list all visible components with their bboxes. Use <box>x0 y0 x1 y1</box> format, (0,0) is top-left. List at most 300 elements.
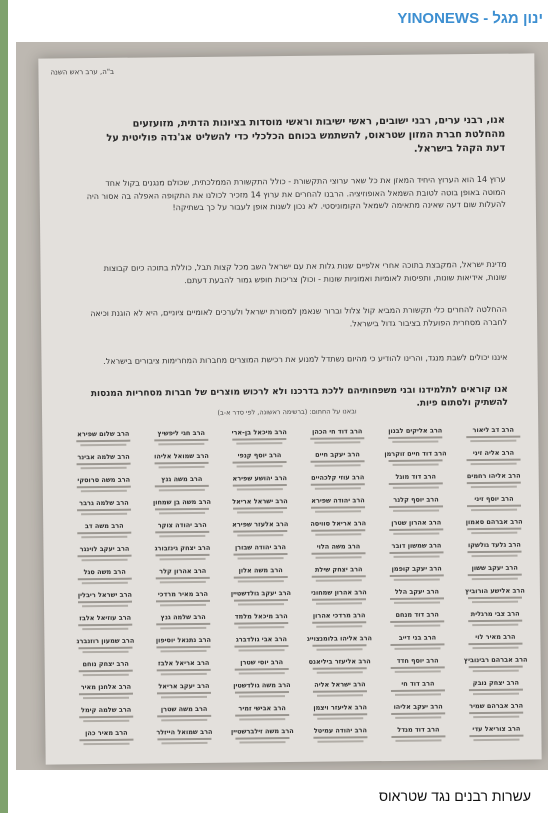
signature-entry <box>384 564 450 581</box>
signature-title-line <box>155 485 209 488</box>
letter-paragraph: ערוץ 14 הוא הערוץ היחיד המאזן את כל שאר ערוצי התקשורת - כולל התקשורת הממלכתית, שכולם מנגנים בקול אחד המוטה באופן בוטה לטובת השמאל האופוזיציה. הרבנו להחרים את ערוץ 14 מזכיר לכולנו את התקופה האפלה בה אסור היה להעלות שום דעה שאינה מתאימה לשמאל הקומוניסטי. לא נכון לשנות אופן לעבור על כך בשתיקה! <box>86 174 506 213</box>
signature-title-line <box>77 486 131 489</box>
signature-title-line <box>157 669 211 672</box>
signature-title-line <box>472 624 518 626</box>
signature-name: הרב אלחנן מאיר <box>80 682 132 692</box>
signature-entry <box>463 725 529 742</box>
signature-name: הרב יהודה צוקר <box>157 520 207 530</box>
signature-name: הרב מרדכי אהרון <box>312 611 366 620</box>
signature-entry <box>148 452 214 469</box>
signature-name: הרב יהודה שבורן <box>234 543 287 552</box>
signature-title-line <box>469 666 523 669</box>
signature-name: הרב אליעזר ביליאנס <box>308 657 371 666</box>
signature-entry <box>150 636 216 653</box>
signature-title-line <box>82 582 128 584</box>
signature-name: הרב גלעד גולשקו <box>467 540 521 550</box>
signature-entry <box>229 727 295 744</box>
signature-title-line <box>79 716 133 719</box>
signature-entry <box>70 453 136 470</box>
newspaper-page <box>38 53 541 764</box>
signature-name: הרב ישראל אליה <box>314 680 366 689</box>
signature-entry <box>226 428 292 445</box>
signature-entry <box>305 542 371 559</box>
signature-title-line <box>394 555 440 557</box>
signature-entry <box>70 430 136 447</box>
signature-title-line <box>315 464 361 466</box>
signature-title-line <box>78 555 132 558</box>
signature-entry <box>462 564 528 581</box>
signature-entry <box>463 679 529 696</box>
signature-name: הרב אברהם שמיר <box>469 701 524 711</box>
signature-title-line <box>161 719 207 721</box>
signature-title-line <box>389 505 443 508</box>
signature-title-line <box>466 436 520 439</box>
signature-entry <box>71 476 137 493</box>
signature-entry <box>71 522 137 539</box>
signature-title-line <box>469 735 523 738</box>
signature-entry <box>227 497 293 514</box>
signature-entry <box>73 706 139 723</box>
signature-name: הרב מיכאל בן-ארי <box>231 428 287 437</box>
signature-title-line <box>468 643 522 646</box>
signature-name: הרב יעקב הלל <box>394 587 440 596</box>
signature-entry <box>306 634 372 651</box>
signature-title-line <box>159 489 205 491</box>
signature-title-line <box>233 484 287 487</box>
signature-title-line <box>159 535 205 537</box>
signature-title-line <box>235 668 289 671</box>
signature-title-line <box>317 648 363 650</box>
signature-name: הרב שלמה גנץ <box>160 612 206 622</box>
signature-name: הרב אלישע הורוביץ <box>465 586 525 596</box>
signature-name: הרב אהרון שמחוני <box>311 588 367 597</box>
signature-title-line <box>390 574 444 577</box>
signature-name: הרב יעקב אריאל <box>158 681 210 691</box>
signature-title-line <box>314 441 360 443</box>
signature-title-line <box>239 741 285 743</box>
signature-name: הרב משה אלון <box>238 566 283 575</box>
signature-name: הרב בני דייב <box>398 633 437 642</box>
signature-name: הרב שלמה קימל <box>80 705 132 715</box>
signature-title-line <box>312 644 366 647</box>
signature-title-line <box>161 742 207 744</box>
signature-name: הרב משה הלוי <box>316 542 361 551</box>
signature-entry <box>148 429 214 446</box>
signature-name: הרב יעקב חיים <box>315 450 360 459</box>
signature-title-line <box>78 601 132 604</box>
signature-entry <box>460 449 526 466</box>
signature-name: הרב חגי ליפשיץ <box>157 428 205 438</box>
signature-title-line <box>235 714 289 717</box>
signature-name: הרב יצחק גינזבורג <box>154 543 211 553</box>
signature-title-line <box>471 532 517 534</box>
signature-name: הרב יעקב ששון <box>471 563 518 573</box>
signature-title-line <box>238 626 284 628</box>
letter-paragraph: מדינת ישראל, המקבצת בתוכה אחרי אלפיים שנות גלות את עם ישראל השב מכל קצות תבל, כוללת בתוכה כיום קבוצות שונות, אידיאות שונות, ותפיסות לאומיות ואמוניות שונות - וכולן צריכות חופש גמור להבעת דעתם. <box>103 259 507 285</box>
signatories-header: ובאנו על החתום: (ברשימה ראשונה, לפי סדר א-ב) <box>217 407 357 417</box>
signature-name: הרב משה זילברשטיין <box>230 726 294 736</box>
signature-entry <box>306 611 372 628</box>
signature-title-line <box>161 650 207 652</box>
signature-entry <box>150 590 216 607</box>
signature-title-line <box>83 674 129 676</box>
signature-entry <box>151 659 217 676</box>
message-caption: עשרות רבנים נגד שטראוס <box>378 788 531 804</box>
signature-title-line <box>159 512 205 514</box>
signature-title-line <box>239 672 285 674</box>
signature-entry <box>384 587 450 604</box>
signature-name: הרב אלעזר שפירא <box>232 520 289 529</box>
signature-title-line <box>316 556 362 558</box>
signature-title-line <box>471 463 517 465</box>
signature-title-line <box>312 598 366 601</box>
signature-entry <box>72 591 138 608</box>
signature-entry <box>383 472 449 489</box>
signature-title-line <box>390 551 444 554</box>
signature-name: הרב נתנאל יוסיפון <box>155 635 212 645</box>
signature-title-line <box>471 486 517 488</box>
signature-entry <box>384 610 450 627</box>
signature-name: הרב דוד מוגל <box>395 472 437 481</box>
signature-entry <box>149 521 215 538</box>
signature-title-line <box>232 438 286 441</box>
letter-date: ב"ה, ערב ראש השנה <box>50 67 115 77</box>
signature-title-line <box>160 581 206 583</box>
signature-entry <box>73 729 139 746</box>
signature-title-line <box>470 440 516 442</box>
signature-title-line <box>79 693 133 696</box>
signature-title-line <box>311 506 365 509</box>
signature-name: הרב יעקב גולדשטיין <box>230 588 292 598</box>
signature-entry <box>463 702 529 719</box>
signature-title-line <box>235 691 289 694</box>
signature-entry <box>385 656 451 673</box>
signature-entry <box>461 495 527 512</box>
signature-name: הרב אריאל סוויסה <box>310 519 367 528</box>
signature-entry <box>72 637 138 654</box>
signature-entry <box>228 589 294 606</box>
signature-title-line <box>157 715 211 718</box>
signature-name: הרב דוד חיים זוקרמן <box>384 449 447 459</box>
signature-title-line <box>389 482 443 485</box>
signature-name: הרב יהודה עמיטל <box>313 726 367 735</box>
signature-title-line <box>468 597 522 600</box>
signature-title-line <box>238 603 284 605</box>
signature-title-line <box>311 460 365 463</box>
signature-title-line <box>395 693 441 695</box>
signature-name: הרב דב ליאור <box>472 425 514 435</box>
signature-title-line <box>316 579 362 581</box>
signature-title-line <box>473 670 519 672</box>
signature-entry <box>383 541 449 558</box>
signature-title-line <box>155 462 209 465</box>
signature-name: הרב יעקב לוינגר <box>79 544 130 554</box>
signature-entry <box>305 496 371 513</box>
signature-name: הרב עוזיאל אלבז <box>79 613 132 623</box>
signature-entry <box>151 682 217 699</box>
signature-title-line <box>393 463 439 465</box>
signature-title-line <box>311 483 365 486</box>
signature-title-line <box>159 466 205 468</box>
signature-name: הרב משה בן שמחון <box>152 497 212 507</box>
signature-title-line <box>156 623 210 626</box>
signature-title-line <box>238 557 284 559</box>
signature-title-line <box>391 712 445 715</box>
signature-name: הרב משה סגל <box>83 567 126 577</box>
letter-headline: אנו, רבני ערים, רבני ישובים, ראשי ישיבות וראשי מוסדות בציונות הדתית, מזועזעים מהחלטת חברת המזון שטראוס, להשתמש בכוחם הכלכלי כדי להשליט אג'נדה פוליטית על דעת הקהל בישראל. <box>106 114 506 155</box>
signature-title-line <box>393 486 439 488</box>
signature-name: הרב צוריאל עדי <box>472 724 521 734</box>
signature-entry <box>460 426 526 443</box>
signature-title-line <box>81 467 127 469</box>
signature-name: הרב אליעזר ויצמן <box>313 703 367 712</box>
signature-entry <box>71 545 137 562</box>
signature-title-line <box>472 555 518 557</box>
signature-title-line <box>83 720 129 722</box>
signature-title-line <box>469 712 523 715</box>
signature-title-line <box>469 689 523 692</box>
signature-title-line <box>395 670 441 672</box>
signature-entry <box>150 567 216 584</box>
signature-title-line <box>315 533 361 535</box>
signatures-grid <box>56 425 528 738</box>
signature-title-line <box>468 574 522 577</box>
signature-entry <box>151 728 217 745</box>
signature-name: הרב מאיר כהן <box>85 728 128 738</box>
signature-name: הרב יוסף זיני <box>474 494 514 504</box>
signature-title-line <box>78 647 132 650</box>
signature-title-line <box>234 622 288 625</box>
signature-title-line <box>313 690 367 693</box>
signature-title-line <box>472 601 518 603</box>
signature-title-line <box>156 577 210 580</box>
signature-title-line <box>83 743 129 745</box>
signature-title-line <box>312 621 366 624</box>
signature-title-line <box>395 716 441 718</box>
signature-name: הרב יהודה שפירא <box>311 496 365 505</box>
signature-title-line <box>316 602 362 604</box>
signature-title-line <box>81 536 127 538</box>
signature-name: הרב שמואל הייזלר <box>156 727 213 737</box>
signature-title-line <box>395 647 441 649</box>
signature-title-line <box>473 716 519 718</box>
signature-entry <box>149 498 215 515</box>
signature-title-line <box>239 718 285 720</box>
signature-name: הרב יהושע שפירא <box>232 474 288 483</box>
signature-entry <box>307 703 373 720</box>
signature-title-line <box>467 459 521 462</box>
signature-entry <box>461 541 527 558</box>
signature-entry <box>73 683 139 700</box>
message-card <box>8 0 553 813</box>
signature-title-line <box>388 436 442 439</box>
signature-name: הרב אבי גולדברג <box>235 635 288 644</box>
signature-entry <box>149 544 215 561</box>
signature-entry <box>462 633 528 650</box>
signature-name: הרב אליקים לבנון <box>388 426 443 435</box>
message-photo[interactable] <box>16 42 548 770</box>
signature-name: הרב שלום שפירא <box>77 429 130 439</box>
signature-name: הרב אליה זיני <box>472 448 515 458</box>
signature-entry <box>151 705 217 722</box>
signature-title-line <box>467 482 521 485</box>
signature-entry <box>227 520 293 537</box>
signature-title-line <box>316 625 362 627</box>
signature-title-line <box>317 740 363 742</box>
signature-entry <box>385 702 451 719</box>
signature-title-line <box>234 576 288 579</box>
signature-name: הרב דוד חי <box>401 679 435 688</box>
signature-title-line <box>310 437 364 440</box>
signature-title-line <box>157 692 211 695</box>
signature-title-line <box>473 739 519 741</box>
signature-title-line <box>317 694 363 696</box>
signature-name: הרב משה שטרן <box>160 704 208 714</box>
signature-name: הרב מאיר לוי <box>475 632 516 642</box>
signature-name: הרב יצחק נובק <box>472 678 520 688</box>
signature-title-line <box>313 713 367 716</box>
signature-name: הרב משה גנץ <box>161 474 203 484</box>
signature-entry <box>304 427 370 444</box>
signature-title-line <box>161 696 207 698</box>
signature-entry <box>229 658 295 675</box>
signature-entry <box>227 543 293 560</box>
signature-entry <box>462 587 528 604</box>
signature-title-line <box>233 507 287 510</box>
signature-name: הרב יוסף קלנר <box>393 495 439 504</box>
signature-name: הרב דוד חי הכהן <box>312 427 363 436</box>
signature-title-line <box>155 531 209 534</box>
signature-name: הרב יעקב אליהו <box>393 702 443 711</box>
signature-entry <box>71 499 137 516</box>
signature-name: הרב מיכאל מלמד <box>234 612 288 621</box>
signature-title-line <box>234 645 288 648</box>
signature-title-line <box>237 534 283 536</box>
letter-paragraph: ההחלטה להחרים כלי תקשורת המביא קול צלול וברור שנאמן למסורת ישראל ולערכים לאומיים ציוניים, היא לא הוגנת וכיאה לחברה מסחרית הפועלת בציבור גדול בישראל. <box>90 304 508 328</box>
signature-name: הרב אליהו רחמים <box>466 471 521 481</box>
signature-title-line <box>389 528 443 531</box>
signature-name: הרב אהרון שטרן <box>391 518 442 527</box>
signature-title-line <box>390 597 444 600</box>
signature-name: הרב אברהם רבינוביץ <box>463 655 528 665</box>
signature-title-line <box>156 646 210 649</box>
signature-name: הרב שמשון דובר <box>391 541 442 550</box>
signature-name: הרב עוזי קלכהיים <box>311 473 365 482</box>
signature-entry <box>228 612 294 629</box>
signature-title-line <box>394 624 440 626</box>
signature-title-line <box>315 487 361 489</box>
signature-title-line <box>160 558 206 560</box>
signature-title-line <box>239 695 285 697</box>
signature-title-line <box>77 532 131 535</box>
signature-name: הרב שלמה גרבר <box>79 498 129 508</box>
signature-title-line <box>313 736 367 739</box>
signature-title-line <box>161 673 207 675</box>
signature-entry <box>307 726 373 743</box>
signature-entry <box>461 472 527 489</box>
signature-title-line <box>390 643 444 646</box>
signature-title-line <box>78 578 132 581</box>
signature-title-line <box>315 510 361 512</box>
signature-title-line <box>471 509 517 511</box>
signature-name: הרב אריאל אלבז <box>157 658 210 668</box>
signature-name: הרב יוסי שטרן <box>240 658 284 667</box>
signature-entry <box>228 635 294 652</box>
signature-title-line <box>317 671 363 673</box>
signature-title-line <box>393 532 439 534</box>
signature-entry <box>306 565 372 582</box>
signature-title-line <box>312 552 366 555</box>
signature-title-line <box>160 604 206 606</box>
signature-entry <box>72 614 138 631</box>
signature-title-line <box>77 463 131 466</box>
signature-entry <box>228 566 294 583</box>
signature-entry <box>72 568 138 585</box>
signature-title-line <box>391 689 445 692</box>
signature-title-line <box>82 628 128 630</box>
signature-title-line <box>82 605 128 607</box>
signature-title-line <box>237 465 283 467</box>
signature-entry <box>305 519 371 536</box>
signature-entry <box>227 474 293 491</box>
signature-title-line <box>467 528 521 531</box>
signature-title-line <box>473 693 519 695</box>
signature-title-line <box>391 666 445 669</box>
signature-title-line <box>76 440 130 443</box>
signature-title-line <box>154 439 208 442</box>
signature-name: הרב אבישי זמיר <box>238 704 286 713</box>
signature-entry <box>226 451 292 468</box>
signature-name: הרב אליהו בלומנצוייג <box>306 634 373 643</box>
channel-title[interactable]: ינון מגל - YINONEWS <box>397 10 543 27</box>
signature-entry <box>382 449 448 466</box>
signature-name: הרב ישראל ריבלין <box>77 590 133 600</box>
signature-entry <box>383 518 449 535</box>
signature-title-line <box>394 601 440 603</box>
signature-name: הרב דוד מנחם <box>395 610 439 619</box>
signature-entry <box>149 475 215 492</box>
signature-title-line <box>80 444 126 446</box>
signature-name: הרב יוסף חדד <box>396 656 439 665</box>
signature-entry <box>307 657 373 674</box>
signature-entry <box>383 495 449 512</box>
signature-title-line <box>390 620 444 623</box>
signature-title-line <box>233 461 287 464</box>
signature-name: הרב משה דב <box>84 521 124 531</box>
signature-name: הרב שמואל אליהו <box>154 451 209 461</box>
signature-title-line <box>472 578 518 580</box>
letter-closing: אנו קוראים לתלמידנו ובני משפחותיהם ללכת בדרכנו ולא לרכוש מוצרים של חברות מסחריות המנסות להשתיק ולסתום פיות. <box>90 384 508 409</box>
signature-name: הרב שלמה אבינר <box>77 452 130 462</box>
signature-title-line <box>473 647 519 649</box>
signature-name: הרב יצחק שילת <box>314 565 363 574</box>
signature-title-line <box>82 559 128 561</box>
signature-entry <box>385 679 451 696</box>
signature-title-line <box>234 553 288 556</box>
signature-title-line <box>78 624 132 627</box>
signature-name: הרב אברהם סאמון <box>465 517 523 527</box>
signature-title-line <box>392 440 438 442</box>
signature-title-line <box>160 627 206 629</box>
signature-title-line <box>233 530 287 533</box>
signature-title-line <box>156 554 210 557</box>
signature-title-line <box>158 443 204 445</box>
signature-title-line <box>239 649 285 651</box>
signature-title-line <box>79 739 133 742</box>
signature-entry <box>306 588 372 605</box>
signature-name: הרב מאיר מרדכי <box>157 589 209 599</box>
signature-title-line <box>391 735 445 738</box>
